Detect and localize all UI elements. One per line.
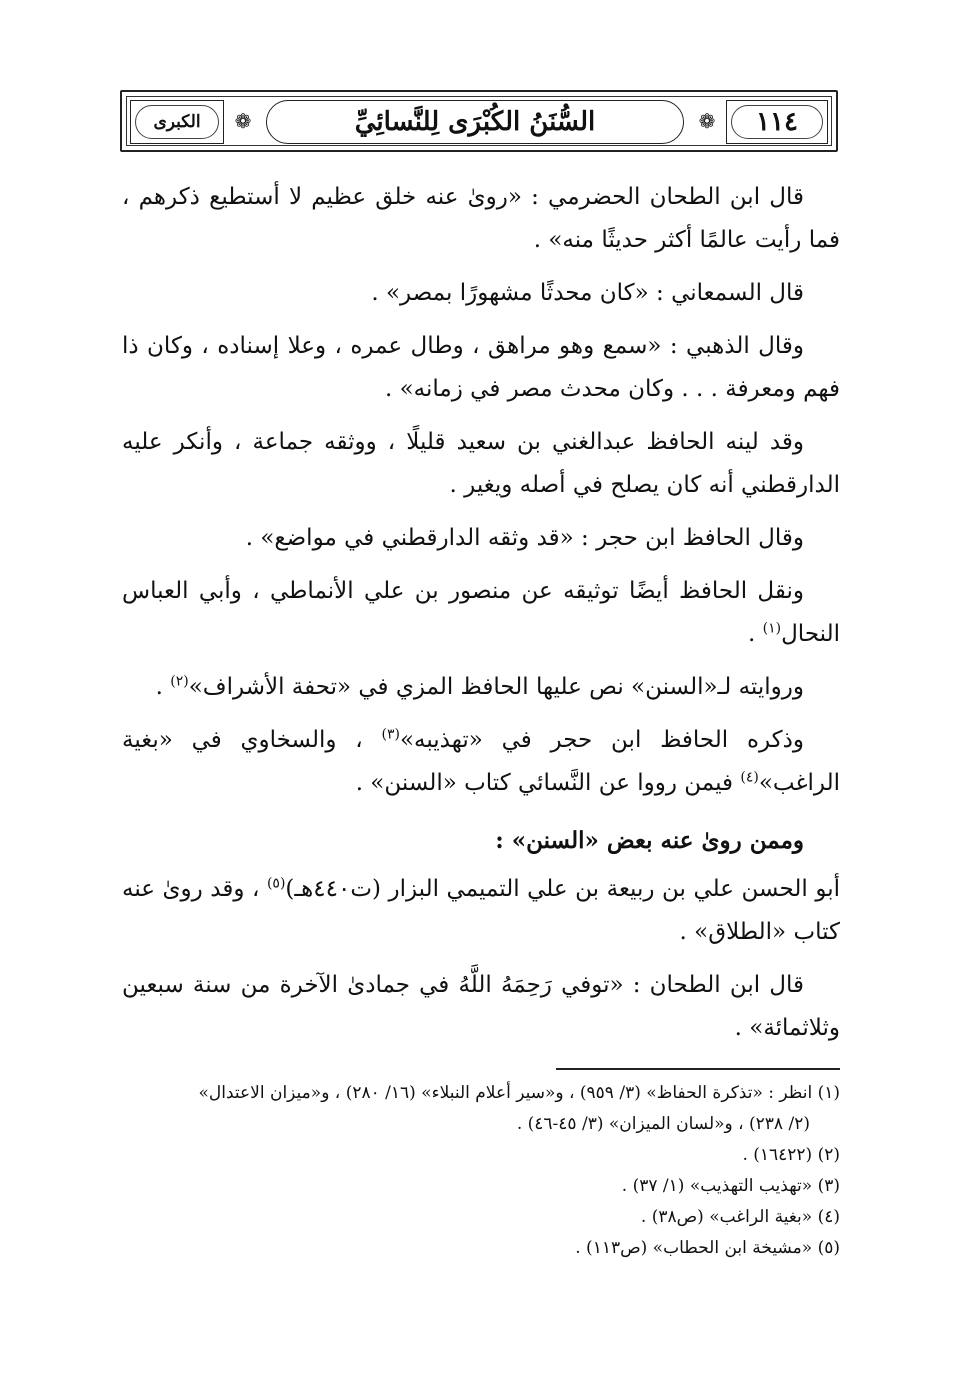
book-logo <box>130 100 224 144</box>
footnote-ref: (١) <box>762 620 782 637</box>
paragraph-text: ، والسخاوي في «بغية الراغب» <box>122 727 840 796</box>
paragraph-text: وروايته لـ«السنن» نص عليها الحافظ المزي في «تحفة الأشراف» <box>188 674 804 700</box>
main-text <box>122 176 840 1060</box>
paragraph <box>122 868 840 954</box>
footnote: (٥) «مشيخة ابن الحطاب» (ص١١٣) . <box>575 1238 840 1258</box>
footnote-ref: (٥) <box>266 875 286 892</box>
paragraph-end: . <box>155 674 171 700</box>
ornament-icon: ❁ <box>698 109 716 133</box>
footnote: (٣) «تهذيب التهذيب» (١/ ٣٧) . <box>621 1176 840 1196</box>
logo-text: الكبرى <box>153 112 201 132</box>
footnote: (٤) «بغية الراغب» (ص٣٨) . <box>640 1207 840 1227</box>
book-title: السُّنَنُ الكُبْرَى لِلنَّسائِيِّ <box>354 107 596 137</box>
paragraph-end: ، وقد روىٰ عنه كتاب «الطلاق» . <box>122 876 840 945</box>
paragraph: قال ابن الطحان الحضرمي : «روىٰ عنه خلق عظيم لا أستطيع ذكرهم ، فما رأيت عالمًا أكثر حديثًا منه» . <box>122 184 840 253</box>
footnote-continuation: (٢/ ٢٣٨) ، و«لسان الميزان» (٣/ ٤٥-٤٦) . <box>516 1114 810 1134</box>
footnote-separator <box>556 1068 840 1070</box>
footnote: (٢) (١٦٤٢٢) . <box>742 1145 840 1165</box>
paragraph: وقد لينه الحافظ عبدالغني بن سعيد قليلًا ، ووثقه جماعة ، وأنكر عليه الدارقطني أنه كان يصلح في أصله ويغير . <box>122 429 840 498</box>
footnote-ref: (٣) <box>381 726 400 743</box>
paragraph-text: فيمن رووا عن النَّسائي كتاب «السنن» . <box>355 770 741 796</box>
page-header <box>120 90 838 152</box>
paragraph <box>122 719 840 805</box>
page-number-box <box>726 100 828 144</box>
paragraph <box>122 666 840 709</box>
paragraph: وقال الذهبي : «سمع وهو مراهق ، وطال عمره ، وعلا إسناده ، وكان ذا فهم ومعرفة . . . وكان محدث مصر في زمانه» . <box>122 333 840 402</box>
paragraph <box>122 570 840 656</box>
footnote-ref: (٢) <box>170 673 189 690</box>
footnote-ref: (٤) <box>740 769 759 786</box>
paragraph: وقال الحافظ ابن حجر : «قد وثقه الدارقطني في مواضع» . <box>245 525 804 551</box>
paragraph-text: ونقل الحافظ أيضًا توثيقه عن منصور بن علي الأنماطي ، وأبي العباس النحال <box>122 578 840 647</box>
paragraph-end: . <box>748 621 763 647</box>
paragraph-text: وذكره الحافظ ابن حجر في «تهذيبه» <box>399 727 804 753</box>
page-number: ١١٤ <box>756 107 798 137</box>
ornament-icon: ❁ <box>234 109 252 133</box>
footnotes <box>122 1078 840 1264</box>
footnote: (١) انظر : «تذكرة الحفاظ» (٣/ ٩٥٩) ، و«سير أعلام النبلاء» (١٦/ ٢٨٠) ، و«ميزان الاعتدال» <box>198 1083 840 1103</box>
section-heading: وممن روىٰ عنه بعض «السنن» : <box>495 827 804 854</box>
title-band <box>266 100 684 144</box>
paragraph: قال السمعاني : «كان محدثًا مشهورًا بمصر» . <box>371 280 804 306</box>
paragraph-text: أبو الحسن علي بن ربيعة بن علي التميمي البزار (ت٤٤٠هـ) <box>285 876 840 902</box>
paragraph: قال ابن الطحان : «توفي رَحِمَهُ اللَّهُ في جمادىٰ الآخرة من سنة سبعين وثلاثمائة» . <box>122 972 840 1041</box>
